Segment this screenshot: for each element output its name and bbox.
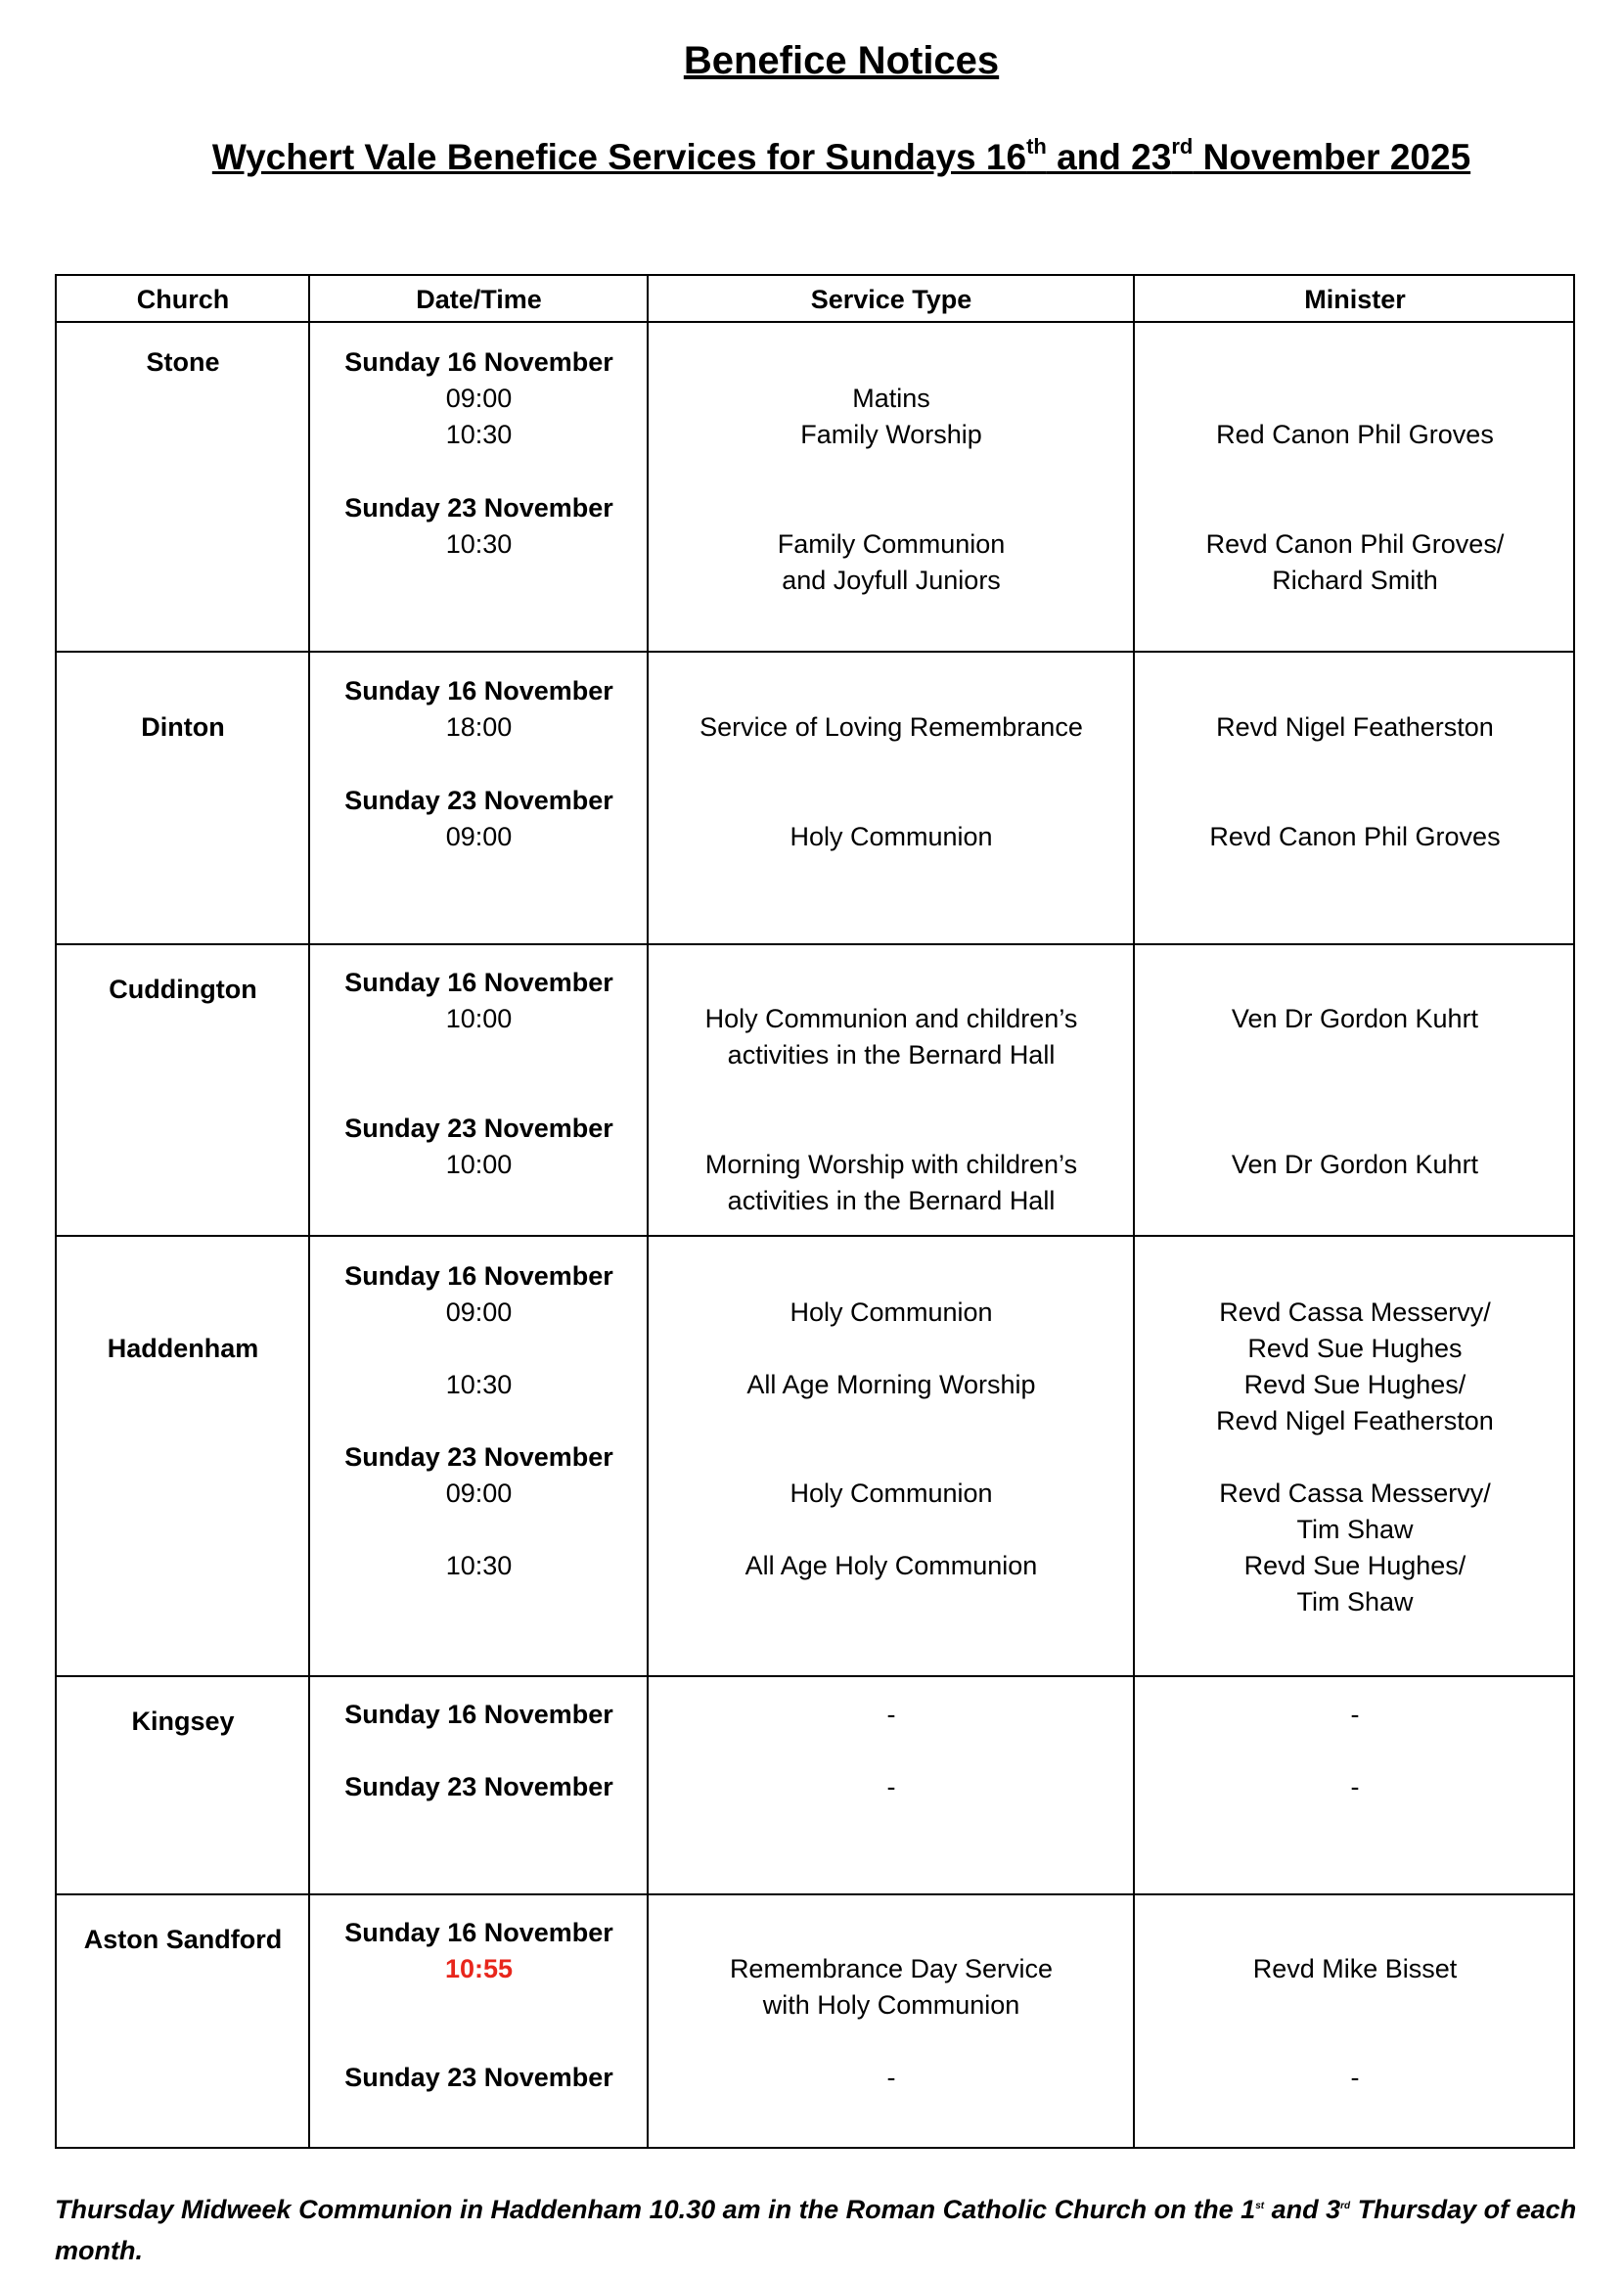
minister-name: Revd Cassa Messervy/ [1219, 1479, 1491, 1508]
service-date: Sunday 16 November [344, 1700, 613, 1729]
service-type: Holy Communion [789, 822, 993, 851]
service-time: 09:00 [445, 1479, 513, 1508]
service-date: Sunday 23 November [344, 1442, 613, 1472]
service-type: Matins [852, 384, 930, 413]
service-type: with Holy Communion [762, 1990, 1020, 2020]
subtitle-text-3: November 2025 [1193, 137, 1471, 177]
service-time-highlighted: 10:55 [444, 1954, 514, 1983]
minister-name: Revd Canon Phil Groves/ [1205, 529, 1505, 559]
service-date: Sunday 23 November [344, 2063, 613, 2092]
services-subtitle [0, 134, 1624, 178]
service-date: Sunday 23 November [344, 493, 613, 523]
minister-name: Richard Smith [1272, 566, 1438, 595]
minister-name: Revd Mike Bisset [1252, 1954, 1458, 1983]
services-table [55, 274, 1575, 2149]
service-type: activities in the Bernard Hall [727, 1040, 1056, 1070]
service-date: Sunday 16 November [344, 968, 613, 997]
row-divider [57, 651, 1573, 653]
note-text-2: and 3 [1264, 2195, 1341, 2224]
row-divider [57, 1675, 1573, 1677]
church-name: Dinton [141, 712, 225, 742]
row-divider [57, 943, 1573, 945]
header-service-type: Service Type [810, 285, 972, 314]
page-title: Benefice Notices [683, 39, 1000, 82]
church-name: Haddenham [107, 1334, 259, 1363]
service-type: All Age Morning Worship [746, 1370, 1036, 1399]
church-name: Kingsey [131, 1707, 235, 1736]
service-date: Sunday 23 November [344, 786, 613, 815]
note-text-1: Thursday Midweek Communion in Haddenham 10.30 am in the Roman Catholic Church on the 1 [55, 2195, 1256, 2224]
service-type: Holy Communion and children’s [704, 1004, 1078, 1033]
minister-name: - [1350, 2063, 1360, 2092]
service-type: Family Worship [800, 420, 982, 449]
minister-name: - [1350, 1772, 1360, 1801]
service-date: Sunday 23 November [344, 1772, 613, 1801]
service-date: Sunday 16 November [344, 676, 613, 706]
service-time: 09:00 [445, 822, 513, 851]
service-type: - [886, 1772, 896, 1801]
service-type: All Age Holy Communion [744, 1551, 1038, 1580]
service-time: 10:30 [445, 1551, 513, 1580]
minister-name: Revd Sue Hughes/ [1243, 1370, 1466, 1399]
service-time: 18:00 [445, 712, 513, 742]
note-sup-2: rd [1340, 2201, 1351, 2211]
service-time: 09:00 [445, 1297, 513, 1327]
subtitle-text-1: Wychert Vale Benefice Services for Sundays 16 [211, 137, 1027, 177]
minister-name: - [1350, 1700, 1360, 1729]
service-type: activities in the Bernard Hall [727, 1186, 1056, 1215]
minister-name: Revd Nigel Featherston [1216, 1406, 1494, 1435]
minister-name: Tim Shaw [1296, 1515, 1414, 1544]
minister-name: Revd Nigel Featherston [1216, 712, 1494, 742]
service-time: 10:00 [445, 1004, 513, 1033]
row-divider [57, 1893, 1573, 1895]
service-time: 10:30 [445, 420, 513, 449]
header-minister: Minister [1304, 285, 1406, 314]
service-type: - [886, 1700, 896, 1729]
service-date: Sunday 16 November [344, 1918, 613, 1947]
church-name: Stone [146, 347, 220, 377]
service-date: Sunday 23 November [344, 1114, 613, 1143]
church-name: Aston Sandford [83, 1925, 283, 1954]
church-name: Cuddington [109, 975, 257, 1004]
minister-name: Tim Shaw [1296, 1587, 1414, 1616]
service-type: Family Communion [777, 529, 1006, 559]
row-divider [57, 1235, 1573, 1237]
note-text-3: Thursday of each month. [55, 2195, 1577, 2265]
service-time: 10:00 [445, 1150, 513, 1179]
service-date: Sunday 16 November [344, 1261, 613, 1291]
minister-name: Revd Sue Hughes [1247, 1334, 1463, 1363]
service-type: and Joyfull Juniors [782, 566, 1001, 595]
service-type: Remembrance Day Service [729, 1954, 1054, 1983]
subtitle-sup-1: th [1026, 134, 1047, 159]
note-sup-1: st [1255, 2201, 1265, 2211]
service-time: 09:00 [445, 384, 513, 413]
midweek-communion-note [55, 2186, 1581, 2271]
minister-name: Ven Dr Gordon Kuhrt [1231, 1004, 1479, 1033]
service-date: Sunday 16 November [344, 347, 613, 377]
service-time: 10:30 [445, 1370, 513, 1399]
service-type: Holy Communion [789, 1479, 993, 1508]
header-date-time: Date/Time [416, 285, 542, 314]
service-type: - [886, 2063, 896, 2092]
subtitle-text-2: and 23 [1046, 137, 1172, 177]
service-type: Holy Communion [789, 1297, 993, 1327]
subtitle-sup-2: rd [1171, 134, 1194, 159]
service-type: Service of Loving Remembrance [699, 712, 1083, 742]
service-type: Morning Worship with children’s [704, 1150, 1078, 1179]
header-church: Church [136, 285, 230, 314]
minister-name: Revd Sue Hughes/ [1243, 1551, 1466, 1580]
minister-name: Ven Dr Gordon Kuhrt [1231, 1150, 1479, 1179]
minister-name: Revd Canon Phil Groves [1209, 822, 1501, 851]
minister-name: Revd Cassa Messervy/ [1219, 1297, 1491, 1327]
minister-name: Red Canon Phil Groves [1216, 420, 1494, 449]
service-time: 10:30 [445, 529, 513, 559]
